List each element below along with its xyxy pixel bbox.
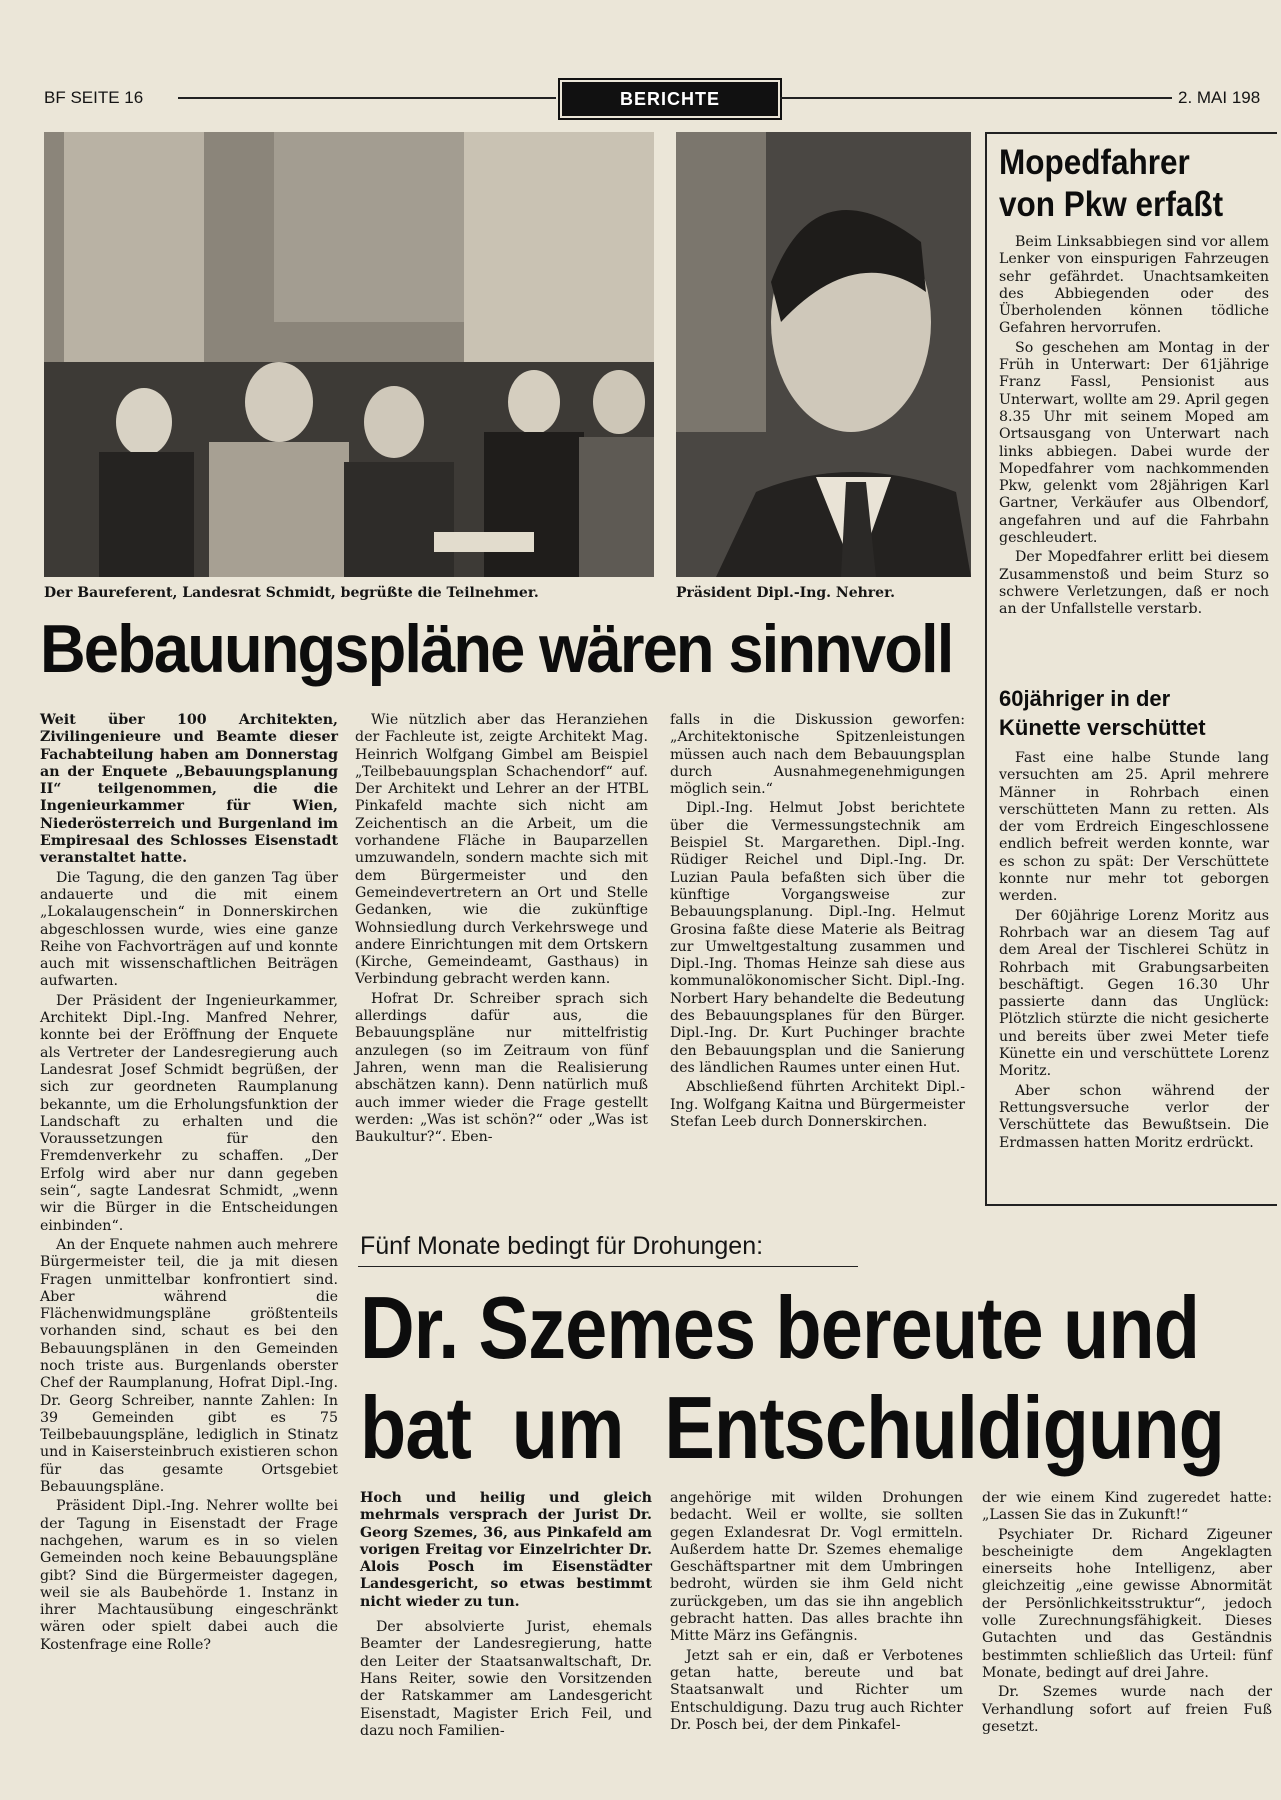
article1-column-3 [670, 712, 965, 1133]
page-number: BF SEITE 16 [44, 88, 144, 107]
brief2-paragraph: Fast eine halbe Stunde lang versuchten am 25. April mehrere Männer in Rohrbach einen verschütteten Mann zu retten. Als der vom Erdreich Eingeschlossene endlich befreit werden konnte, war es schon zu spät: Der Verschüttete konnte nur mehr tot geborgen werden. [999, 750, 1269, 905]
article2-paragraph: der wie einem Kind zugeredet hatte: „Lassen Sie das in Zukunft!“ [982, 1490, 1272, 1524]
kicker-underline [358, 1266, 858, 1267]
section-label: BERICHTE [562, 82, 778, 116]
article1-lead: Weit über 100 Architekten, Zivilingenieure und Beamte dieser Fachabteilung haben am Donnerstag an der Enquete „Bebauungsplanung II“ teilgenommen, die die Ingenieurkammer für Wien, Niederösterreich und Burgenland im Empiresaal des Schlosses Eisenstadt veranstaltet hatte. [40, 712, 338, 867]
article1-paragraph: Der Präsident der Ingenieurkammer, Architekt Dipl.-Ing. Manfred Nehrer, konnte bei der Eröffnung der Enquete als Vertreter der Landesregierung auch Landesrat Josef Schmidt begrüßen, der sich zur geordneten Raumplanung bekannte, um die Erholungsfunktion der Landschaft zu erhalten und die Voraussetzungen für den Fremdenverkehr zu schaffen. „Der Erfolg wird aber nur dann gegeben sein“, sagte Landesrat Schmidt, „wenn wir die Bürger in die Entscheidungen einbinden“. [40, 992, 338, 1234]
brief2-paragraph: Der 60jährige Lorenz Moritz aus Rohrbach war an diesem Tag auf dem Areal der Tischlerei Schütz in Rohrbach mit Grabungsarbeiten beschäftigt. Gegen 16.30 Uhr passierte dann das Unglück: Plötzlich stürzte die nicht gesicherte und bereits über zwei Meter tiefe Künette ein und verschüttete Lorenz Moritz. [999, 907, 1269, 1080]
brief1-paragraph: So geschehen am Montag in der Früh in Unterwart: Der 61jährige Franz Fassl, Pensionist aus Unterwart, wollte am 29. April gegen 8.35 Uhr mit seinem Moped am Ortsausgang von Unterwart nach links abbiegen. Dabei wurde der Mopedfahrer vom nachkommenden Pkw, gelenkt vom 28jährigen Karl Gartner, Verkäufer aus Olbendorf, angefahren und auf die Fahrbahn geschleudert. [999, 339, 1269, 547]
article1-column-2 [355, 712, 648, 1148]
article1-paragraph: Die Tagung, die den ganzen Tag über andauerte und die mit einem „Lokalaugenschein“ in Donnerskirchen abgeschlossen wurde, wies eine ganze Reihe von Fachvorträgen auf und konnte auch mit wissenschaftlichen Beiträgen aufwarten. [40, 869, 338, 990]
article2-headline [360, 1278, 1224, 1478]
photo-audience [44, 132, 654, 577]
article2-lead: Hoch und heilig und gleich mehrmals versprach der Jurist Dr. Georg Szemes, 36, aus Pinkafeld am vorigen Freitag vor Einzelrichter Dr. Alois Posch im Eisenstädter Landesgericht, so etwas bestimmt nicht wieder zu tun. [360, 1490, 652, 1610]
brief2-headline-line: Künette verschüttet [999, 715, 1206, 740]
photo-caption-right: Präsident Dipl.-Ing. Nehrer. [676, 585, 896, 601]
brief2-headline-line: 60jähriger in der [999, 686, 1171, 711]
article2-headline-line: Dr. Szemes bereute und [360, 1278, 1200, 1377]
portrait-image [676, 132, 971, 577]
article1-paragraph: Präsident Dipl.-Ing. Nehrer wollte bei der Tagung in Eisenstadt der Frage nachgehen, warum es in so vielen Gemeinden noch keine Bebauungspläne gibt? Sind die Bürgermeister dagegen, weil sie als Baubehörde 1. Instanz in ihrer Machtausübung eingeschränkt wären oder spielt dabei auch die Kostenfrage eine Rolle? [40, 1498, 338, 1653]
news-brief-box [985, 132, 1277, 1206]
article1-column-1 [40, 712, 338, 1656]
article1-paragraph: An der Enquete nahmen auch mehrere Bürgermeister teil, die ja mit diesen Fragen unmittelbar konfrontiert sind. Aber während die Flächenwidmungspläne größtenteils vorhanden sind, schaut es bei den Bebauungsplänen in den Gemeinden noch triste aus. Burgenlands oberster Chef der Raumplanung, Hofrat Dipl.-Ing. Dr. Georg Schreiber, nannte Zahlen: In 39 Gemeinden gibt es 75 Teilbebauungspläne, lediglich in Stinatz und in Kaisersteinbruch existieren schon für das gesamte Ortsgebiet Bebauungspläne. [40, 1236, 338, 1496]
article2-column-3 [982, 1490, 1272, 1738]
audience-image [44, 132, 654, 577]
header-rule-right [780, 97, 1172, 99]
brief1-headline [999, 142, 1223, 226]
article2-paragraph: angehörige mit wilden Drohungen bedacht. Weil er wollte, sie sollten gegen Exlandesrat Dr. Vogl ermitteln. Außerdem hatte Dr. Szemes ehemalige Geschäftspartner mit dem Umbringen bedroht, würden sie ihm Geld nicht zurückgeben, um das sie ihn angeblich gebracht hatten. Das alles brachte ihn Mitte März ins Gefängnis. [670, 1490, 963, 1645]
article2-column-2 [670, 1490, 963, 1736]
brief1-text [999, 234, 1269, 621]
article2-column-1 [360, 1490, 652, 1742]
article2-paragraph: Der absolvierte Jurist, ehemals Beamter der Landesregierung, hatte den Leiter der Staatsanwaltschaft, Dr. Hans Reiter, sowie den Vorsitzenden der Ratskammer am Landesgericht Eisenstadt, Magister Erich Feil, und dazu noch Familien- [360, 1619, 652, 1739]
brief1-paragraph: Der Mopedfahrer erlitt bei diesem Zusammenstoß und beim Sturz so schwere Verletzungen, daß er noch an der Unfallstelle verstarb. [999, 549, 1269, 618]
article1-headline: Bebauungspläne wären sinnvoll [40, 611, 953, 687]
article1-paragraph: Abschließend führten Architekt Dipl.-Ing. Wolfgang Kaitna und Bürgermeister Stefan Leeb durch Donnerskirchen. [670, 1079, 965, 1130]
brief1-paragraph: Beim Linksabbiegen sind vor allem Lenker von einspurigen Fahrzeugen sehr gefährdet. Unachtsamkeiten des Abbiegenden oder des Überholenden können tödliche Gefahren hervorrufen. [999, 234, 1269, 337]
photo-caption-left: Der Baureferent, Landesrat Schmidt, begrüßte die Teilnehmer. [44, 585, 539, 601]
article1-paragraph: Wie nützlich aber das Heranziehen der Fachleute ist, zeigte Architekt Mag. Heinrich Wolfgang Gimbel am Beispiel „Teilbebauungsplan Schachendorf“ auf. Der Architekt und Lehrer an der HTBL Pinkafeld machte sich nicht am Zeichentisch an die Arbeit, um die vorhandene Fläche in Bauparzellen umzuwandeln, sondern machte sich mit dem Bürgermeister und den Gemeindevertretern an Ort und Stelle Gedanken, wie die zukünftige Wohnsiedlung durch Verkehrswege und andere Einrichtungen mit dem Ortskern (Kirche, Gemeindeamt, Gasthaus) in Verbindung gebracht werden kann. [355, 712, 648, 988]
brief2-headline [999, 684, 1269, 742]
article2-headline-line: bat um Entschuldigung [360, 1378, 1225, 1477]
article1-paragraph: Hofrat Dr. Schreiber sprach sich allerdings dafür aus, die Bebauungspläne nur mittelfristig anzulegen (so im Zeitraum von fünf Jahren, wenn man die Realisierung abschätzen kann). Denn natürlich muß auch immer wieder die Frage gestellt werden: „Was ist schön?“ oder „Was ist Baukultur?“. Eben- [355, 990, 648, 1146]
brief2-paragraph: Aber schon während der Rettungsversuche verlor der Verschüttete das Bewußtsein. Die Erdmassen hatten Moritz erdrückt. [999, 1082, 1269, 1151]
article2-kicker: Fünf Monate bedingt für Drohungen: [360, 1232, 764, 1260]
brief2-text [999, 750, 1269, 1154]
issue-date: 2. MAI 198 [1178, 88, 1261, 107]
header-rule-left [178, 97, 556, 99]
photo-president [676, 132, 971, 577]
article2-paragraph: Psychiater Dr. Richard Zigeuner bescheinigte dem Angeklagten einerseits hohe Intelligenz, aber gleichzeitig „eine gewisse Abnormität der Persönlichkeitsstruktur“, jedoch volle Zurechnungsfähigkeit. Dieses Gutachten und das Geständnis bestimmten schließlich das Urteil: fünf Monate, bedingt auf drei Jahre. [982, 1526, 1272, 1681]
brief1-headline-line: von Pkw erfaßt [999, 185, 1224, 224]
article2-paragraph: Jetzt sah er ein, daß er Verbotenes getan hatte, bereute und bat Staatsanwalt und Richter um Entschuldigung. Dazu trug auch Richter Dr. Posch bei, der dem Pinkafel- [670, 1647, 963, 1733]
article2-paragraph: Dr. Szemes wurde nach der Verhandlung sofort auf freien Fuß gesetzt. [982, 1684, 1272, 1735]
article1-paragraph: Dipl.-Ing. Helmut Jobst berichtete über die Vermessungstechnik am Beispiel St. Margarethen. Dipl.-Ing. Rüdiger Reichel und Dipl.-Ing. Dr. Luzian Paula befaßten sich über die künftige Vorgangsweise zur Bebauungsplanung. Dipl.-Ing. Helmut Grosina faßte diese Materie als Beitrag zur Umweltgestaltung zusammen und Dipl.-Ing. Thomas Heinze sah diese aus kommunalökonomischer Sicht. Dipl.-Ing. Norbert Hary behandelte die Bedeutung des Bebauungsplanes für den Bürger. Dipl.-Ing. Dr. Kurt Puchinger brachte den Bebauungsplan und die Sanierung des ländlichen Raumes unter einen Hut. [670, 800, 965, 1076]
brief1-headline-line: Mopedfahrer [999, 143, 1190, 182]
article1-paragraph: falls in die Diskussion geworfen: „Architektonische Spitzenleistungen müssen auch nach dem Bebauungsplan durch Ausnahmegenehmigungen möglich sein.“ [670, 712, 965, 798]
